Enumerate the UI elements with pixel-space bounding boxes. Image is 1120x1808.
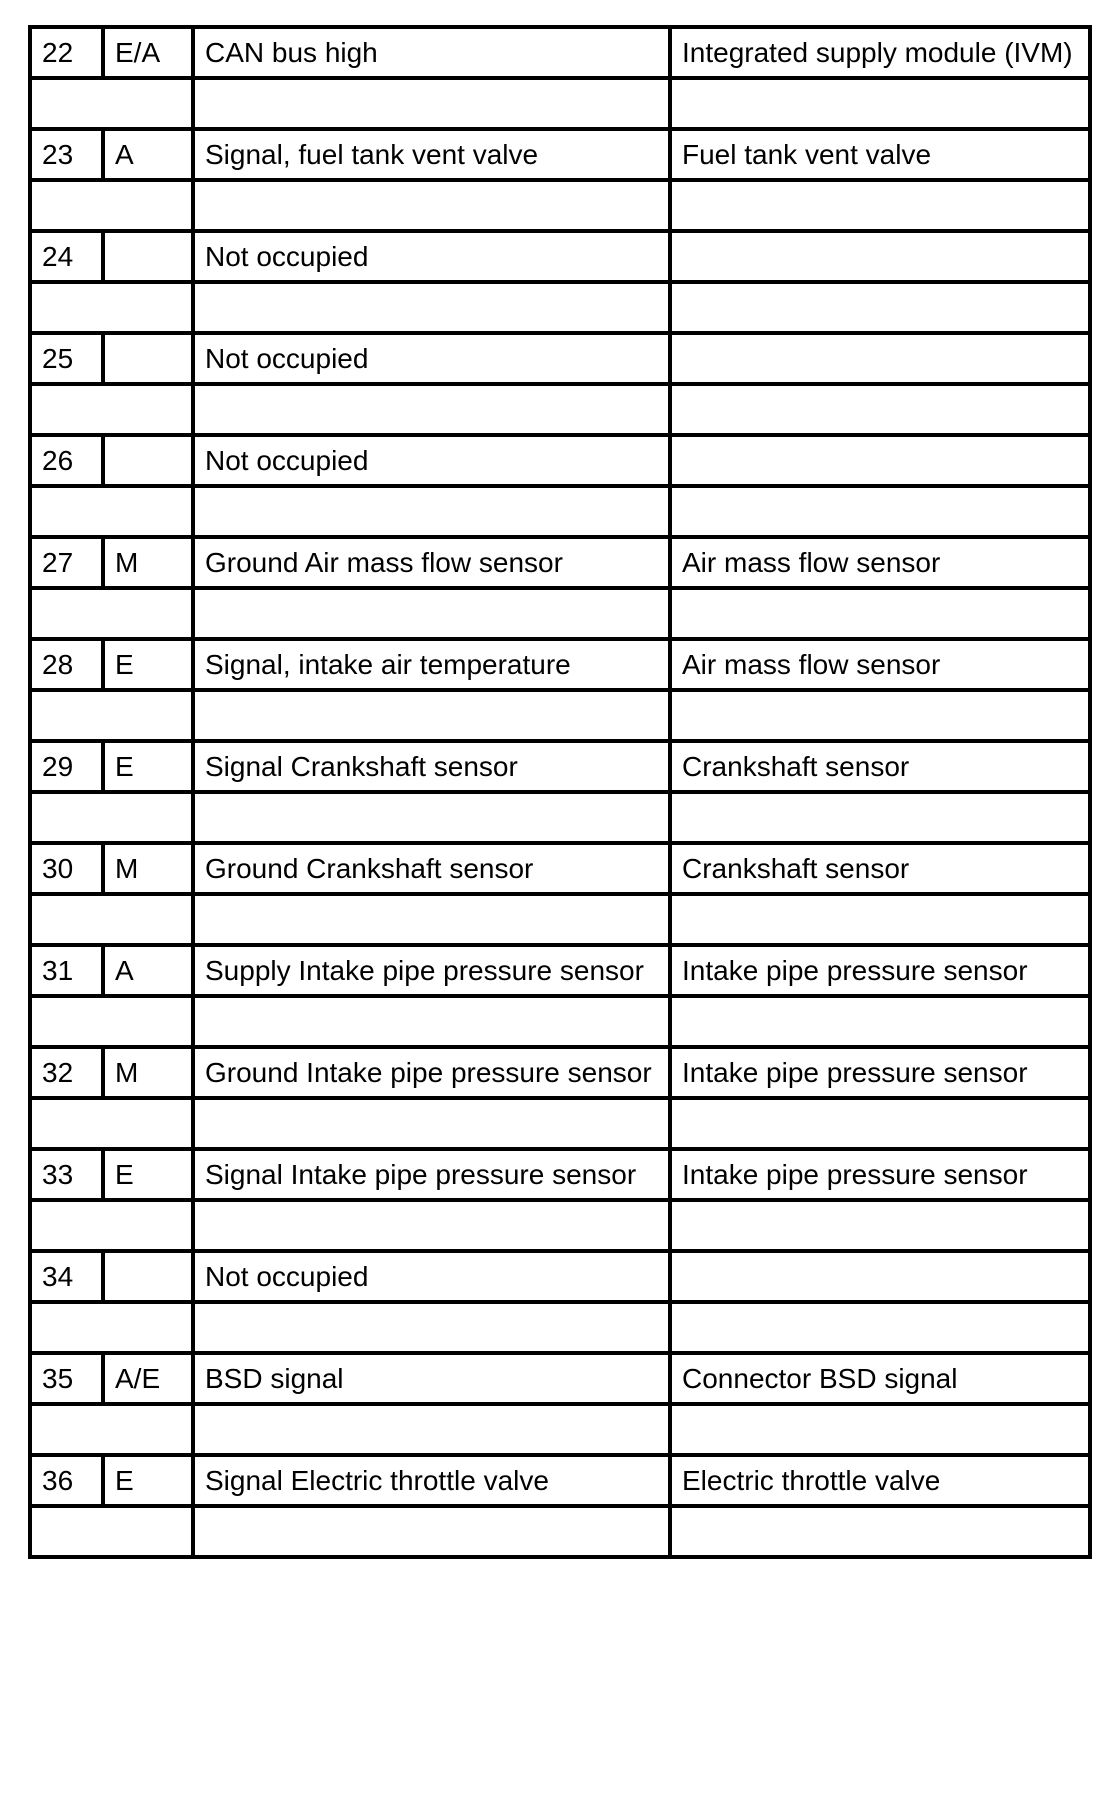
spacer-cell xyxy=(30,282,193,333)
spacer-row xyxy=(30,588,1090,639)
spacer-cell xyxy=(670,894,1090,945)
spacer-row xyxy=(30,486,1090,537)
spacer-row xyxy=(30,1506,1090,1557)
description-cell: Ground Air mass flow sensor xyxy=(193,537,670,588)
spacer-cell xyxy=(30,1302,193,1353)
description-cell: Signal Electric throttle valve xyxy=(193,1455,670,1506)
spacer-cell xyxy=(193,78,670,129)
spacer-cell xyxy=(30,384,193,435)
pin-number-cell: 28 xyxy=(30,639,103,690)
signal-type-cell: A/E xyxy=(103,1353,193,1404)
spacer-cell xyxy=(30,1098,193,1149)
pin-number-cell: 22 xyxy=(30,27,103,78)
table-row xyxy=(30,1251,1090,1302)
spacer-row xyxy=(30,180,1090,231)
description-cell: Not occupied xyxy=(193,333,670,384)
spacer-row xyxy=(30,1200,1090,1251)
spacer-cell xyxy=(670,588,1090,639)
table-row xyxy=(30,1047,1090,1098)
spacer-cell xyxy=(193,1404,670,1455)
table-row xyxy=(30,1149,1090,1200)
signal-type-cell: E/A xyxy=(103,27,193,78)
spacer-cell xyxy=(193,690,670,741)
signal-type-cell: E xyxy=(103,639,193,690)
description-cell: Signal, intake air temperature xyxy=(193,639,670,690)
pin-number-cell: 27 xyxy=(30,537,103,588)
table-row xyxy=(30,1455,1090,1506)
table-row xyxy=(30,1353,1090,1404)
spacer-cell xyxy=(30,588,193,639)
description-cell: BSD signal xyxy=(193,1353,670,1404)
signal-type-cell: E xyxy=(103,1149,193,1200)
table-row xyxy=(30,843,1090,894)
description-cell: Signal Crankshaft sensor xyxy=(193,741,670,792)
spacer-row xyxy=(30,384,1090,435)
spacer-cell xyxy=(670,792,1090,843)
pin-number-cell: 31 xyxy=(30,945,103,996)
pin-number-cell: 32 xyxy=(30,1047,103,1098)
component-cell: Air mass flow sensor xyxy=(670,537,1090,588)
table-row xyxy=(30,741,1090,792)
spacer-cell xyxy=(193,486,670,537)
pin-number-cell: 23 xyxy=(30,129,103,180)
signal-type-cell xyxy=(103,1251,193,1302)
spacer-cell xyxy=(193,996,670,1047)
description-cell: Not occupied xyxy=(193,231,670,282)
spacer-cell xyxy=(30,1506,193,1557)
spacer-cell xyxy=(30,690,193,741)
spacer-cell xyxy=(670,1506,1090,1557)
spacer-cell xyxy=(193,1506,670,1557)
component-cell xyxy=(670,435,1090,486)
signal-type-cell: A xyxy=(103,945,193,996)
pin-number-cell: 25 xyxy=(30,333,103,384)
spacer-cell xyxy=(670,384,1090,435)
spacer-row xyxy=(30,792,1090,843)
signal-type-cell: A xyxy=(103,129,193,180)
component-cell: Electric throttle valve xyxy=(670,1455,1090,1506)
spacer-cell xyxy=(670,78,1090,129)
spacer-cell xyxy=(670,1302,1090,1353)
spacer-cell xyxy=(193,1098,670,1149)
pin-number-cell: 26 xyxy=(30,435,103,486)
pin-number-cell: 33 xyxy=(30,1149,103,1200)
spacer-cell xyxy=(193,282,670,333)
description-cell: Supply Intake pipe pressure sensor xyxy=(193,945,670,996)
pin-number-cell: 34 xyxy=(30,1251,103,1302)
spacer-row xyxy=(30,1302,1090,1353)
spacer-cell xyxy=(30,1404,193,1455)
spacer-row xyxy=(30,1098,1090,1149)
signal-type-cell: E xyxy=(103,741,193,792)
spacer-cell xyxy=(30,996,193,1047)
component-cell xyxy=(670,333,1090,384)
spacer-cell xyxy=(30,78,193,129)
description-cell: Signal Intake pipe pressure sensor xyxy=(193,1149,670,1200)
pin-table-body xyxy=(30,27,1090,1557)
table-row xyxy=(30,231,1090,282)
spacer-cell xyxy=(193,588,670,639)
table-row xyxy=(30,945,1090,996)
pin-number-cell: 30 xyxy=(30,843,103,894)
spacer-cell xyxy=(670,690,1090,741)
spacer-cell xyxy=(193,792,670,843)
spacer-cell xyxy=(670,282,1090,333)
component-cell: Intake pipe pressure sensor xyxy=(670,1149,1090,1200)
signal-type-cell: M xyxy=(103,537,193,588)
spacer-cell xyxy=(193,1200,670,1251)
description-cell: Ground Crankshaft sensor xyxy=(193,843,670,894)
spacer-cell xyxy=(670,996,1090,1047)
spacer-cell xyxy=(30,180,193,231)
spacer-row xyxy=(30,282,1090,333)
component-cell xyxy=(670,231,1090,282)
component-cell: Crankshaft sensor xyxy=(670,843,1090,894)
signal-type-cell: M xyxy=(103,843,193,894)
signal-type-cell: E xyxy=(103,1455,193,1506)
spacer-cell xyxy=(670,1098,1090,1149)
spacer-cell xyxy=(30,792,193,843)
description-cell: Ground Intake pipe pressure sensor xyxy=(193,1047,670,1098)
spacer-cell xyxy=(670,1404,1090,1455)
signal-type-cell xyxy=(103,333,193,384)
component-cell xyxy=(670,1251,1090,1302)
pin-assignment-table xyxy=(28,25,1092,1559)
description-cell: Not occupied xyxy=(193,1251,670,1302)
component-cell: Connector BSD signal xyxy=(670,1353,1090,1404)
table-row xyxy=(30,129,1090,180)
spacer-cell xyxy=(670,180,1090,231)
signal-type-cell xyxy=(103,231,193,282)
pin-number-cell: 36 xyxy=(30,1455,103,1506)
spacer-cell xyxy=(670,486,1090,537)
pin-number-cell: 24 xyxy=(30,231,103,282)
spacer-row xyxy=(30,690,1090,741)
description-cell: Not occupied xyxy=(193,435,670,486)
spacer-cell xyxy=(193,894,670,945)
table-row xyxy=(30,27,1090,78)
spacer-cell xyxy=(193,1302,670,1353)
component-cell: Intake pipe pressure sensor xyxy=(670,945,1090,996)
spacer-cell xyxy=(30,486,193,537)
spacer-row xyxy=(30,894,1090,945)
description-cell: CAN bus high xyxy=(193,27,670,78)
spacer-cell xyxy=(193,180,670,231)
component-cell: Intake pipe pressure sensor xyxy=(670,1047,1090,1098)
signal-type-cell xyxy=(103,435,193,486)
spacer-cell xyxy=(670,1200,1090,1251)
pin-number-cell: 35 xyxy=(30,1353,103,1404)
table-row xyxy=(30,537,1090,588)
pin-number-cell: 29 xyxy=(30,741,103,792)
spacer-row xyxy=(30,996,1090,1047)
table-row xyxy=(30,639,1090,690)
table-row xyxy=(30,435,1090,486)
component-cell: Air mass flow sensor xyxy=(670,639,1090,690)
component-cell: Fuel tank vent valve xyxy=(670,129,1090,180)
component-cell: Integrated supply module (IVM) xyxy=(670,27,1090,78)
spacer-row xyxy=(30,1404,1090,1455)
spacer-cell xyxy=(30,1200,193,1251)
table-row xyxy=(30,333,1090,384)
spacer-row xyxy=(30,78,1090,129)
description-cell: Signal, fuel tank vent valve xyxy=(193,129,670,180)
component-cell: Crankshaft sensor xyxy=(670,741,1090,792)
spacer-cell xyxy=(30,894,193,945)
spacer-cell xyxy=(193,384,670,435)
signal-type-cell: M xyxy=(103,1047,193,1098)
